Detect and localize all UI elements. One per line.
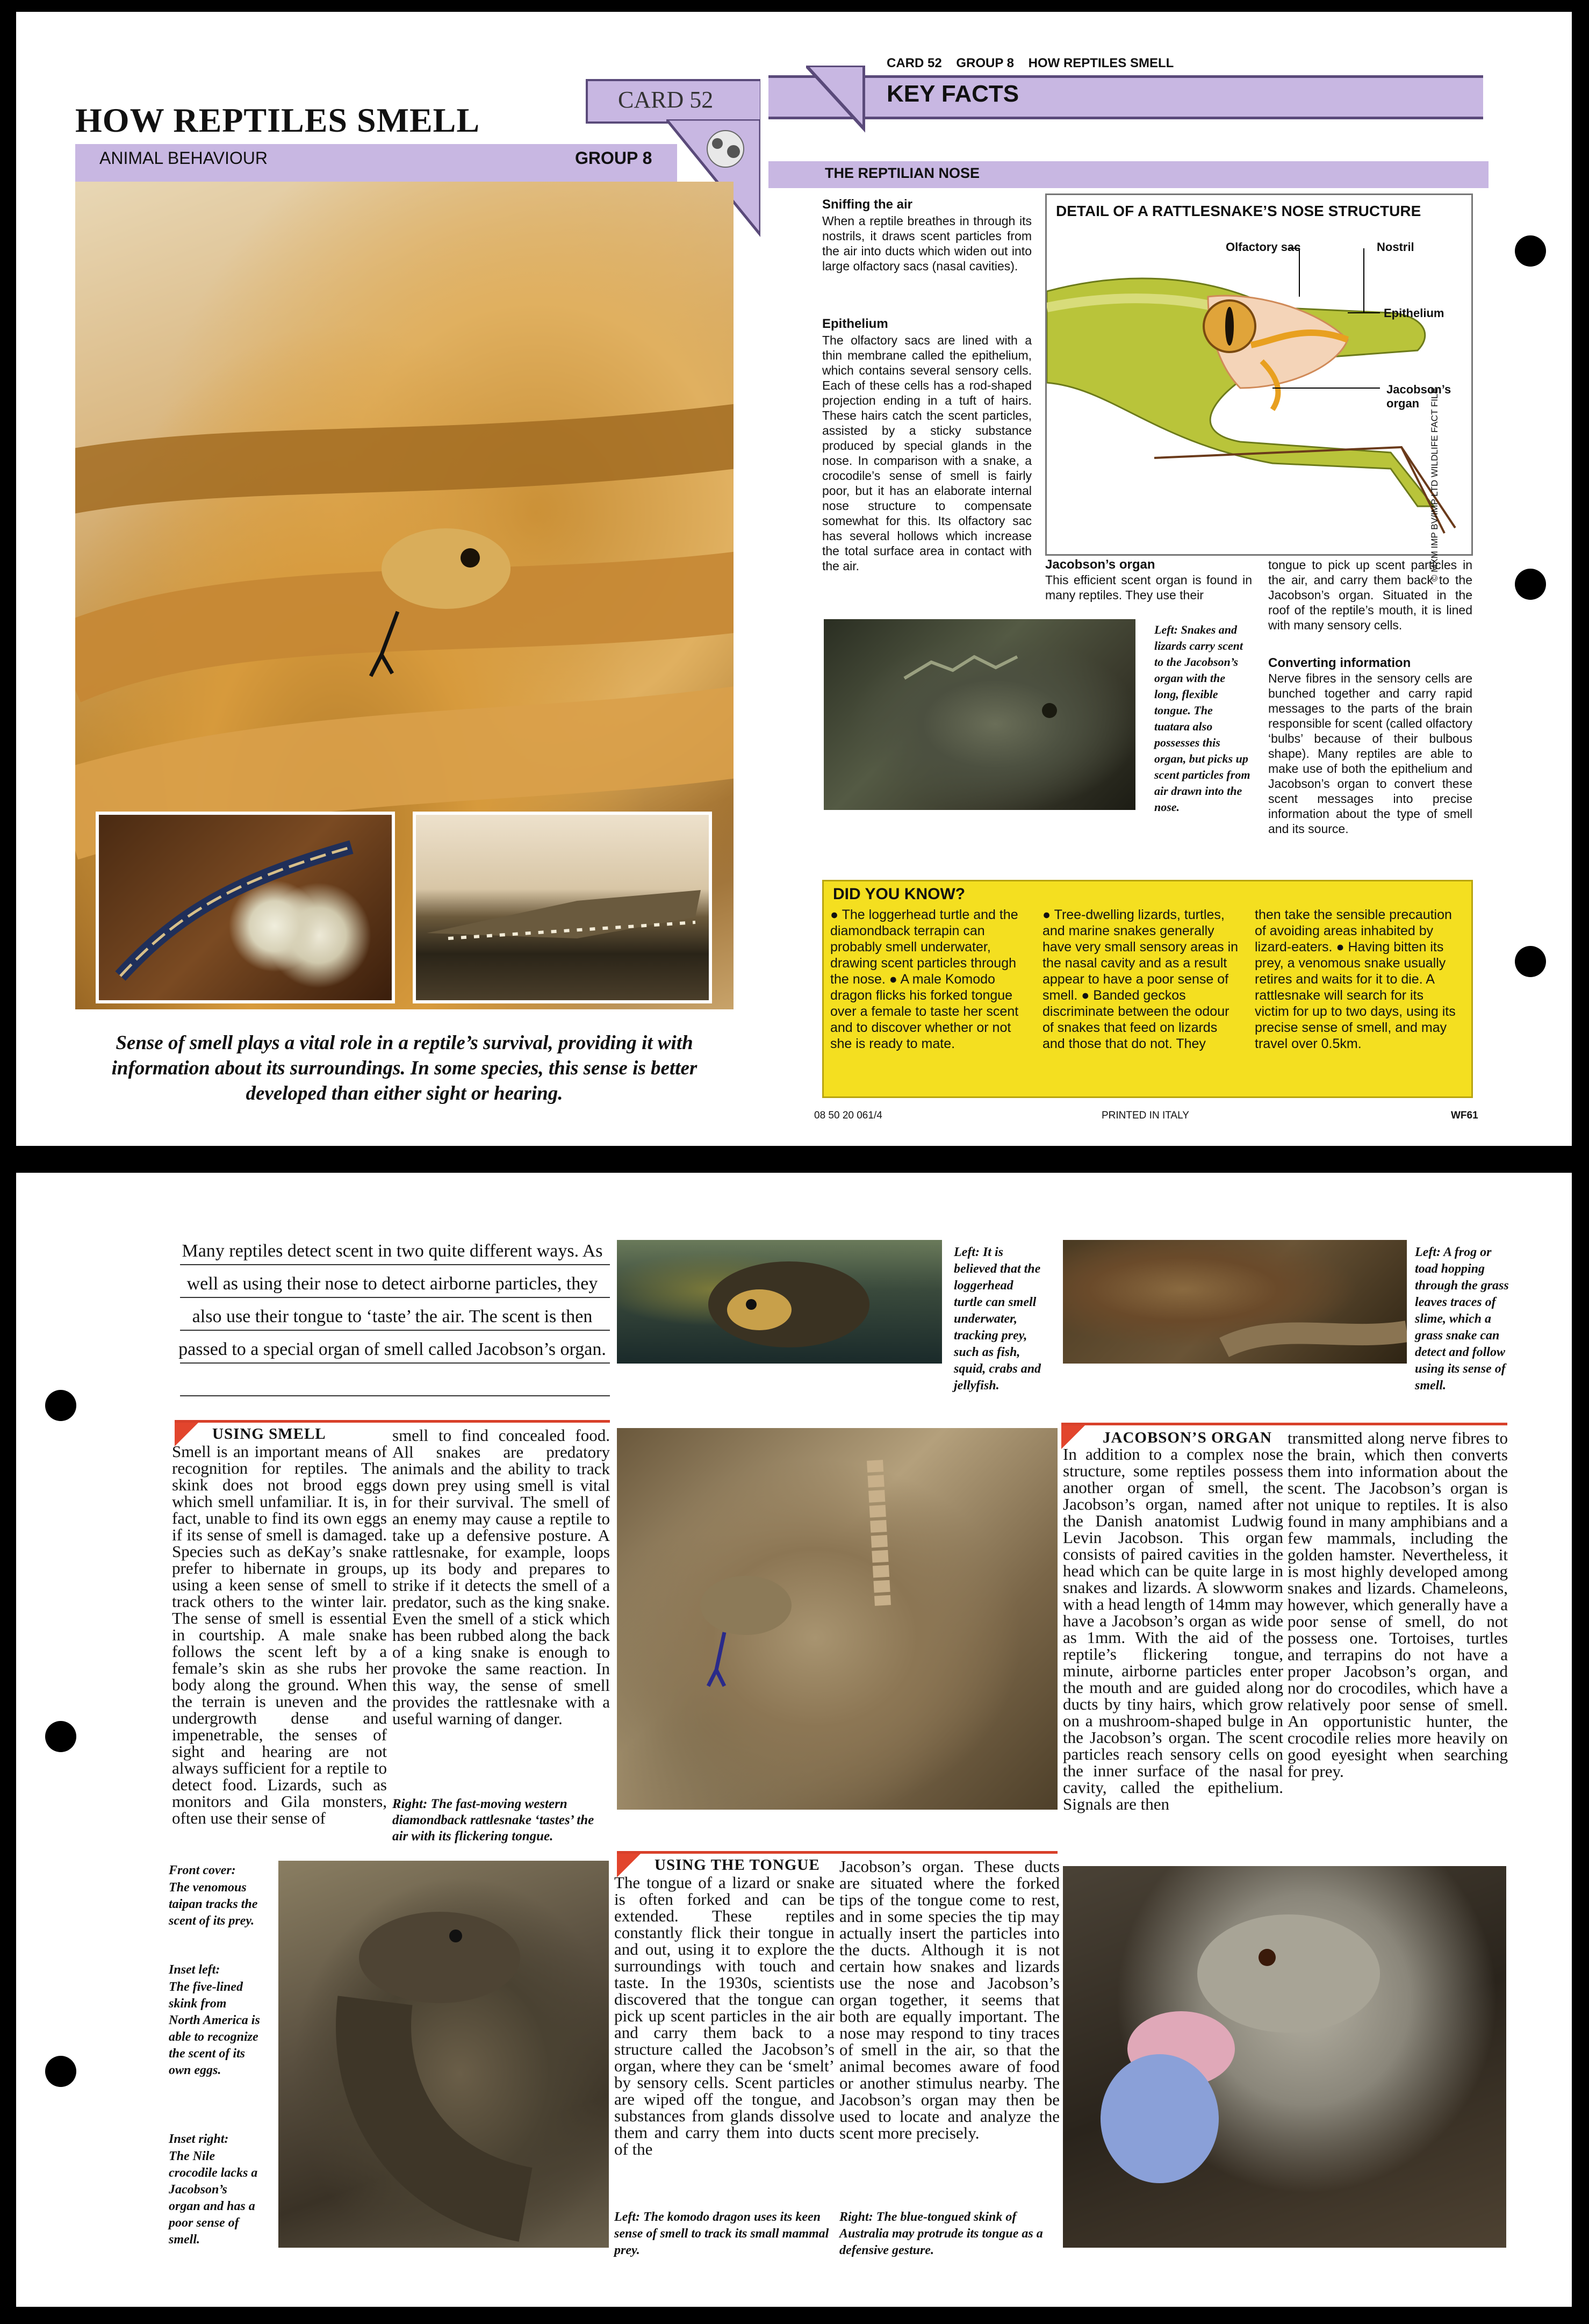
label-jacobsons: Jacobson’s [1386,383,1451,396]
skink-caption: Right: The blue-tongued skink of Australia may protrude its tongue as a defensive gesture. [839,2210,1043,2257]
epithelium-text: The olfactory sacs are lined with a thin membrane called the epithelium, which contains several sensory cells. Each of these cells has a rod-shaped projection ending in a tuft of hairs. These hairs catch the scent particles, assisted by a sticky substance produced by special glands in the nose. In comparison with a snake, a crocodile’s sense of smell is fairly poor, but it has an elaborate internal nose structure to compensate somewhat for this. Its olfactory sac has several hollows which increase the total surface area in contact with the air. [822,333,1032,573]
intro-rule-2 [180,1297,610,1298]
jacobson-text: This efficient scent organ is found in many reptiles. They use their [1045,573,1252,602]
binder-hole [45,2056,76,2087]
rattlesnake-photo [617,1428,1058,1810]
intro-rule-4 [180,1362,610,1364]
kf-title-bar [768,75,1483,119]
binder-hole [1515,569,1546,600]
tongue-title: USING THE TONGUE [655,1856,820,1874]
label-olfactory-sac: Olfactory sac [1226,240,1301,254]
diagram-title: DETAIL OF A RATTLESNAKE’S NOSE STRUCTURE [1056,203,1421,219]
intro-rule-1 [180,1264,610,1265]
blue-tongued-skink-photo [1063,1866,1506,2248]
using-smell-rule [175,1420,610,1423]
card-title: HOW REPTILES SMELL [75,101,480,139]
jacobson-col-1: In addition to a complex nose structure, some reptiles possess another organ of smell, the Jacobson’s organ, named after the Danish anatomist Ludwig Levin Jacobson. This organ consists of paired cavities in the head which can be quite large in snakes and lizards. A slowworm with a head length of 14mm may have a Jacobson’s organ as wide as 1mm. With the aid of the reptile’s flickering tongue, minute, airborne particles enter the mouth and are guided along ducts by tiny hairs, which grow on a mushroom-shaped bulge in the Jacobson’s organ. The scent particles reach sensory cells on the inner surface of the nasal cavity, called the epithelium. Signals are then [1063,1445,1283,1813]
category-label: ANIMAL BEHAVIOUR [99,148,268,168]
binder-hole [1515,946,1546,977]
kf-title: KEY FACTS [887,81,1019,107]
frog-photo [1063,1240,1407,1364]
taipan-photo [75,182,734,1009]
footer-wf: WF61 [1451,1110,1478,1121]
jacobson-col-2: transmitted along nerve fibres to the brain, which then converts them into information about the scent. The Jacobson’s organ is not unique to reptiles. It is also found in many amphibians and a few mammals, including the golden hamster. Nevertheless, it is most highly developed among snakes and lizards. Chameleons, however, which generally have a poor sense of smell, do not possess one. Tortoises, turtles and terrapins do not have a proper Jacobson’s organ, and nor do crocodiles, which have a relatively poor sense of smell. An opportunistic hunter, the crocodile relies more heavily on good eyesight when searching for prey. [1288,1429,1508,1781]
dyk-col-1: ● The loggerhead turtle and the diamondback terrapin can probably smell underwater, drawing scent particles through the nose. ● A male Komodo dragon flicks his forked tongue over a female to taste her scent and to discover whether or not she is ready to mate. [830,907,1019,1051]
using-smell-col-1: Smell is an important means of recognition for reptiles. The skink does not brood eggs which smell unfamiliar. It is, in fact, unable to find its own eggs if its sense of smell is damaged. Species such as deKay’s snake prefer to hibernate in groups, using a keen sense of smell to track others to the winter lair. The sense of smell is essential in courtship. A male snake follows the scent left by a female’s skin as she rubs her body along the ground. When the terrain is uneven and the undergrowth dense and impenetrable, the senses of sight and hearing are not always sufficient for a reptile to detect food. Lizards, such as monitors and Gila monsters, often use their sense of [172,1442,387,1827]
converting-text: Nerve fibres in the sensory cells are bunched together and carry rapid messages to the parts of the brain responsible for scent (called olfactory ‘bulbs’ because of their bulbous shape). Many reptiles are able to make use of both the epithelium and Jacobson’s organ to convert these scent messages into precise information about the type of smell and its source. [1268,671,1472,836]
komodo-caption: Left: The komodo dragon uses its keen sense of smell to track its small mammal prey. [614,2210,829,2257]
inset-left-label: Inset left: [169,1963,220,1977]
card-number: CARD 52 [618,87,714,113]
jacobson-rule [1061,1423,1507,1425]
back-card [16,1173,1572,2307]
tongue-rule [617,1851,1058,1854]
frog-caption: Left: A frog or toad hopping through the grass leaves traces of slime, which a grass snake can detect and follow using its sense of smell. [1415,1245,1509,1393]
kf-arrow-icon [806,66,865,133]
sniffing-title: Sniffing the air [822,197,912,212]
binder-hole [45,1390,76,1421]
rattlesnake-caption: Right: The fast-moving western diamondback rattlesnake ‘tastes’ the air with its flickering tongue. [392,1797,594,1844]
footer-code: 08 50 20 061/4 [814,1110,882,1121]
label-nostril: Nostril [1377,240,1414,254]
kf-header-line: CARD 52 GROUP 8 HOW REPTILES SMELL [887,56,1174,70]
dyk-title: DID YOU KNOW? [833,885,966,903]
card-intro: Sense of smell plays a vital role in a reptile’s survival, providing it with information about its surroundings. In some species, this sense is better developed than either sight or hearing. [111,1032,698,1104]
tuatara-photo [824,619,1135,810]
komodo-photo [278,1861,609,2248]
turtle-photo [617,1240,942,1364]
group-label: GROUP 8 [575,148,652,168]
tongue-col-2: Jacobson’s organ. These ducts are situated where the forked tips of the tongue come to rest, and in some species the tip may actually insert the particles into the ducts. Although it is not certain how snakes and lizards use the nose and Jacobson’s organ together, it seems that both are equally important. The nose may respond to tiny traces of smell in the air, so that the animal becomes aware of food or another stimulus nearby. The Jacobson’s organ may then be used to locate and analyze the scent more precisely. [839,1857,1060,2142]
footer-printed: PRINTED IN ITALY [1102,1110,1189,1121]
crocodile-inset-photo [413,812,712,1003]
sniffing-text: When a reptile breathes in through its nostrils, it draws scent particles from the air into ducts which widen out into large olfactory sacs (nasal cavities). [822,214,1032,273]
jacobson-text-cont: tongue to pick up scent particles in the air, and carry them back to the Jacobson’s organ. Situated in the roof of the reptile’s mouth, it is lined with many sensory cells. [1268,558,1472,632]
copyright: © MXM IMP BV/IMP LTD WILDLIFE FACT FILE [1429,388,1440,582]
intro-rule-5 [180,1395,610,1396]
converting-title: Converting information [1268,656,1411,670]
dyk-col-2: ● Tree-dwelling lizards, turtles, and marine snakes generally have very small sensory areas in the nasal cavity and as a result appear to have a poor sense of smell. ● Banded geckos discriminate between the odour of snakes that feed on lizards and those that do not. They [1042,907,1239,1051]
intro-rule-3 [180,1330,610,1331]
key-facts-card [760,12,1572,1146]
tuatara-caption: Left: Snakes and lizards carry scent to the Jacobson’s organ with the long, flexible tongue. The tuatara also possesses this organ, but picks up scent particles from air drawn into the nose. [1154,623,1250,814]
jacobson-section-title: JACOBSON’S ORGAN [1103,1429,1272,1446]
front-cover-text: The venomous taipan tracks the scent of its prey. [169,1881,258,1928]
epithelium-title: Epithelium [822,317,888,331]
dyk-col-3: then take the sensible precaution of avoiding areas inhabited by lizard-eaters. ● Having bitten its prey, a venomous snake usually retires and waits for it to die. A rattlesnake will search for its victim for up to two days, using its precise sense of smell, and may travel over 0.5km. [1255,907,1456,1051]
binder-hole [45,1721,76,1752]
label-organ: organ [1386,397,1420,410]
inset-left-text: The five-lined skink from North America is able to recognize the scent of its own eggs. [169,1980,260,2077]
section-title: THE REPTILIAN NOSE [825,165,980,181]
tongue-col-1: The tongue of a lizard or snake is often forked and can be extended. These reptiles constantly flick their tongue in and out, using it to explore the surroundings with touch and taste. In the 1930s, scientists discovered that the tongue can pick up scent particles in the air and carry them back to a structure called the Jacobson’s organ, where they can be ‘smelt’ by sensory cells. Scent particles are wiped off the tongue, and substances from glands dissolve them and carry them into ducts of the [614,1873,835,2158]
turtle-caption: Left: It is believed that the loggerhead turtle can smell underwater, tracking prey, such as fish, squid, crabs and jellyfish. [954,1245,1041,1393]
inset-right-text: The Nile crocodile lacks a Jacobson’s organ and has a poor sense of smell. [169,2149,258,2247]
label-epithelium: Epithelium [1384,306,1444,320]
skink-inset-photo [96,812,395,1003]
back-intro: Many reptiles detect scent in two quite different ways. As well as using their nose to detect airborne particles, they also use their tongue to ‘taste’ the air. The scent is then passed to a special organ of smell called Jacobson’s organ. [178,1241,606,1359]
binder-hole [1515,235,1546,267]
inset-right-label: Inset right: [169,2132,229,2146]
front-card [16,12,760,1146]
jacobson-title: Jacobson’s organ [1045,557,1155,572]
using-smell-title: USING SMELL [212,1425,326,1443]
front-cover-label: Front cover: [169,1863,236,1877]
using-smell-col-2: smell to find concealed food. All snakes are predatory animals and the ability to track down prey using smell is vital for their survival. The smell of an enemy may cause a reptile to take up a defensive posture. A rattlesnake, for example, loops up its body and prepares to strike if it detects the smell of a predator, such as the king snake. Even the smell of a stick which has been rubbed along the back of a king snake is enough to provoke the same reaction. In this way, the sense of smell provides the rattlesnake with a useful warning of danger. [392,1426,610,1728]
